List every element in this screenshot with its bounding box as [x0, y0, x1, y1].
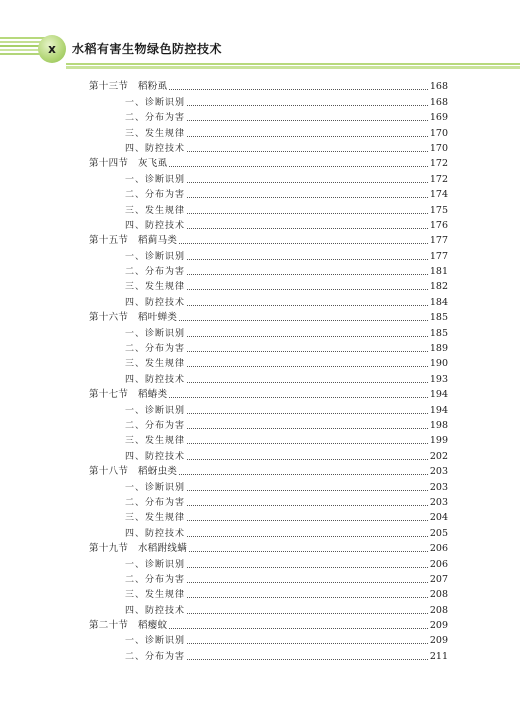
- page-numeral-badge: [38, 35, 66, 63]
- toc-subsection-row: [89, 632, 448, 647]
- dot-leader: [187, 289, 428, 290]
- dot-leader: [187, 105, 428, 106]
- toc-entry-label: 三、发生规律: [125, 436, 186, 447]
- dot-leader: [189, 551, 428, 552]
- toc-subsection-row: [89, 170, 448, 185]
- toc-subsection-row: [89, 524, 448, 539]
- toc-page-number: 198: [429, 419, 448, 431]
- toc-entry-label: 二、分布为害: [125, 113, 186, 124]
- toc-page-number: 170: [429, 142, 448, 154]
- toc-page-number: 203: [429, 466, 448, 478]
- toc-page-number: 209: [429, 635, 448, 647]
- toc-entry-label: 一、诊断识别: [125, 174, 186, 185]
- toc-page-number: 202: [429, 450, 448, 462]
- toc-page-number: 169: [429, 112, 448, 124]
- toc-page-number: 168: [429, 96, 448, 108]
- toc-subsection-row: [89, 186, 448, 201]
- toc-page-number: 209: [429, 620, 448, 632]
- toc-page-number: 193: [429, 373, 448, 385]
- toc-entry-label: 三、发生规律: [125, 205, 186, 216]
- dot-leader: [187, 259, 428, 260]
- toc-subsection-row: [89, 201, 448, 216]
- dot-leader: [187, 182, 428, 183]
- toc-page-number: 199: [429, 435, 448, 447]
- toc-section-row: [89, 540, 448, 555]
- toc-page-number: 190: [429, 358, 448, 370]
- toc-page-number: 170: [429, 127, 448, 139]
- toc-entry-label: 四、防控技术: [125, 143, 186, 154]
- toc-subsection-row: [89, 355, 448, 370]
- toc-entry-label: 第十八节 稻蚜虫类: [89, 466, 178, 478]
- toc-section-row: [89, 386, 448, 401]
- toc-entry-label: 二、分布为害: [125, 651, 186, 662]
- dot-leader: [187, 305, 428, 306]
- toc-subsection-row: [89, 140, 448, 155]
- dot-leader: [187, 382, 428, 383]
- toc-subsection-row: [89, 586, 448, 601]
- toc-section-row: [89, 155, 448, 170]
- toc-page-number: 206: [429, 558, 448, 570]
- toc-entry-label: 一、诊断识别: [125, 636, 186, 647]
- dot-leader: [187, 536, 428, 537]
- toc-page-number: 205: [429, 527, 448, 539]
- toc-page-number: 181: [429, 266, 448, 278]
- toc-entry-label: 一、诊断识别: [125, 482, 186, 493]
- toc-page-number: 177: [429, 235, 448, 247]
- dot-leader: [187, 197, 428, 198]
- toc-entry-label: 二、分布为害: [125, 420, 186, 431]
- book-title: 水稻有害生物绿色防控技术: [72, 42, 223, 56]
- toc-subsection-row: [89, 340, 448, 355]
- toc-subsection-row: [89, 247, 448, 262]
- dot-leader: [187, 567, 428, 568]
- toc-subsection-row: [89, 263, 448, 278]
- dot-leader: [187, 213, 428, 214]
- toc-subsection-row: [89, 124, 448, 139]
- dot-leader: [187, 428, 428, 429]
- toc-page-number: 211: [429, 650, 448, 662]
- toc-subsection-row: [89, 109, 448, 124]
- dot-leader: [169, 89, 427, 90]
- dot-leader: [169, 628, 427, 629]
- toc-subsection-row: [89, 647, 448, 662]
- toc-entry-label: 四、防控技术: [125, 220, 186, 231]
- toc-entry-label: 一、诊断识别: [125, 405, 186, 416]
- dot-leader: [187, 459, 428, 460]
- dot-leader: [187, 136, 428, 137]
- toc-subsection-row: [89, 401, 448, 416]
- toc-subsection-row: [89, 494, 448, 509]
- dot-leader: [187, 151, 428, 152]
- toc-section-row: [89, 463, 448, 478]
- toc-entry-label: 四、防控技术: [125, 297, 186, 308]
- toc-page-number: 189: [429, 343, 448, 355]
- toc-page-number: 177: [429, 250, 448, 262]
- dot-leader: [187, 366, 428, 367]
- toc-entry-label: 二、分布为害: [125, 344, 186, 355]
- toc-page-number: 194: [429, 389, 448, 401]
- toc-subsection-row: [89, 447, 448, 462]
- toc-section-row: [89, 309, 448, 324]
- toc-page-number: 174: [429, 189, 448, 201]
- toc-page-number: 176: [429, 219, 448, 231]
- toc-subsection-row: [89, 217, 448, 232]
- toc-page-number: 208: [429, 589, 448, 601]
- dot-leader: [187, 505, 428, 506]
- toc-entry-label: 第十七节 稻蝽类: [89, 389, 168, 401]
- toc-entry-label: 第二十节 稻瘿蚊: [89, 620, 168, 632]
- toc-page-number: 203: [429, 481, 448, 493]
- table-of-contents: [89, 78, 448, 663]
- toc-entry-label: 一、诊断识别: [125, 251, 186, 262]
- dot-leader: [187, 597, 428, 598]
- toc-entry-label: 一、诊断识别: [125, 97, 186, 108]
- toc-page-number: 175: [429, 204, 448, 216]
- dot-leader: [187, 582, 428, 583]
- toc-page-number: 206: [429, 543, 448, 555]
- toc-page-number: 185: [429, 327, 448, 339]
- dot-leader: [187, 490, 428, 491]
- toc-page-number: 172: [429, 158, 448, 170]
- toc-section-row: [89, 78, 448, 93]
- toc-entry-label: 第十五节 稻蓟马类: [89, 235, 178, 247]
- dot-leader: [187, 443, 428, 444]
- toc-entry-label: 四、防控技术: [125, 374, 186, 385]
- toc-entry-label: 第十四节 灰飞虱: [89, 158, 168, 170]
- toc-subsection-row: [89, 417, 448, 432]
- toc-subsection-row: [89, 432, 448, 447]
- toc-page-number: 168: [429, 81, 448, 93]
- dot-leader: [187, 120, 428, 121]
- toc-subsection-row: [89, 93, 448, 108]
- toc-page-number: 172: [429, 173, 448, 185]
- toc-entry-label: 一、诊断识别: [125, 328, 186, 339]
- toc-page-number: 194: [429, 404, 448, 416]
- dot-leader: [179, 243, 428, 244]
- toc-entry-label: 三、发生规律: [125, 590, 186, 601]
- dot-leader: [187, 274, 428, 275]
- dot-leader: [187, 643, 428, 644]
- dot-leader: [187, 613, 428, 614]
- toc-section-row: [89, 232, 448, 247]
- header-rule: [66, 63, 520, 69]
- toc-page-number: 207: [429, 573, 448, 585]
- toc-subsection-row: [89, 571, 448, 586]
- toc-entry-label: 第十九节 水稻跗线螨: [89, 543, 188, 555]
- toc-entry-label: 三、发生规律: [125, 359, 186, 370]
- toc-entry-label: 二、分布为害: [125, 497, 186, 508]
- toc-entry-label: 二、分布为害: [125, 190, 186, 201]
- toc-entry-label: 三、发生规律: [125, 128, 186, 139]
- toc-subsection-row: [89, 555, 448, 570]
- toc-subsection-row: [89, 509, 448, 524]
- toc-page-number: 182: [429, 281, 448, 293]
- toc-page-number: 208: [429, 604, 448, 616]
- toc-page-number: 204: [429, 512, 448, 524]
- toc-section-row: [89, 617, 448, 632]
- dot-leader: [179, 320, 428, 321]
- toc-subsection-row: [89, 278, 448, 293]
- toc-entry-label: 四、防控技术: [125, 451, 186, 462]
- toc-entry-label: 四、防控技术: [125, 528, 186, 539]
- toc-entry-label: 三、发生规律: [125, 282, 186, 293]
- toc-page-number: 185: [429, 312, 448, 324]
- toc-entry-label: 第十六节 稻叶蝉类: [89, 312, 178, 324]
- dot-leader: [179, 474, 428, 475]
- dot-leader: [187, 351, 428, 352]
- toc-entry-label: 第十三节 稻粉虱: [89, 81, 168, 93]
- toc-subsection-row: [89, 293, 448, 308]
- toc-entry-label: 二、分布为害: [125, 574, 186, 585]
- toc-subsection-row: [89, 601, 448, 616]
- toc-entry-label: 二、分布为害: [125, 267, 186, 278]
- toc-page-number: 184: [429, 296, 448, 308]
- dot-leader: [187, 413, 428, 414]
- dot-leader: [187, 336, 428, 337]
- toc-subsection-row: [89, 478, 448, 493]
- dot-leader: [169, 397, 427, 398]
- page-numeral: x: [48, 42, 56, 56]
- dot-leader: [187, 659, 428, 660]
- toc-subsection-row: [89, 324, 448, 339]
- dot-leader: [187, 520, 428, 521]
- toc-entry-label: 四、防控技术: [125, 605, 186, 616]
- toc-subsection-row: [89, 370, 448, 385]
- dot-leader: [187, 228, 428, 229]
- dot-leader: [169, 166, 427, 167]
- toc-entry-label: 三、发生规律: [125, 513, 186, 524]
- toc-page-number: 203: [429, 496, 448, 508]
- toc-entry-label: 一、诊断识别: [125, 559, 186, 570]
